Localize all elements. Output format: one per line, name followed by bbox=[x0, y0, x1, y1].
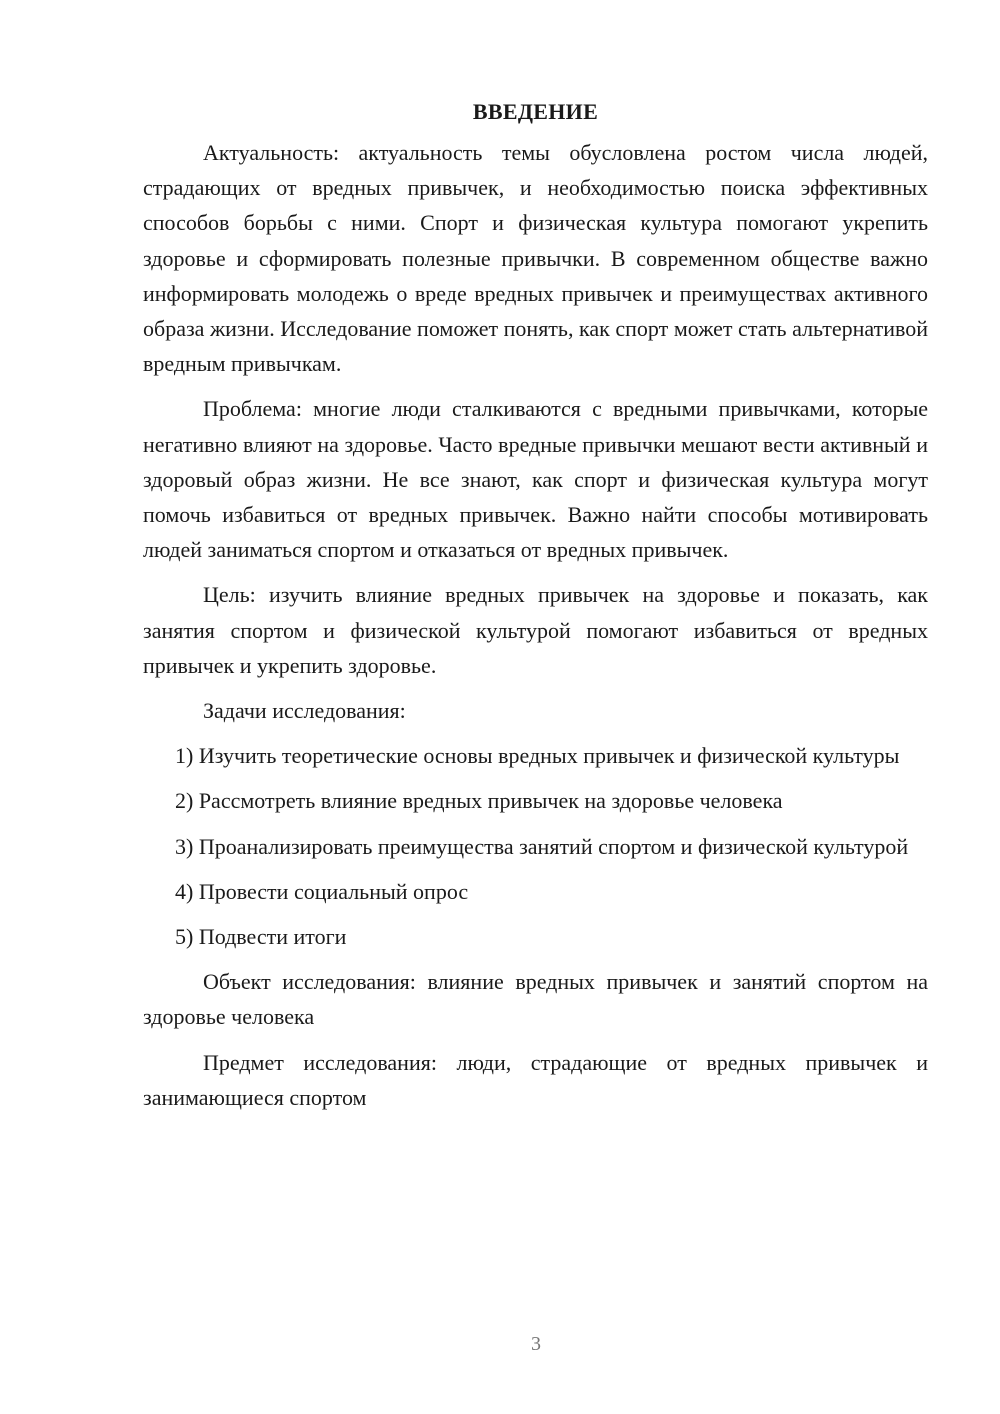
task-item-1: 1) Изучить теоретические основы вредных привычек и физической культуры bbox=[175, 743, 900, 769]
paragraph-subject: Предмет исследования: люди, страдающие от вредных привычек и занимающиеся спортом bbox=[143, 1049, 928, 1110]
paragraph-object: Объект исследования: влияние вредных привычек и занятий спортом на здоровье человека bbox=[143, 969, 928, 1030]
task-item-5: 5) Подвести итоги bbox=[175, 924, 347, 950]
paragraph-relevance: Актуальность: актуальность темы обусловлена ростом числа людей, страдающих от вредных привычек, и необходимостью поиска эффективных способов борьбы с ними. Спорт и физическая культура помогают укрепить здоровье и сформировать полезные привычки. В современном обществе важно информировать молодежь о вреде вредных привычек и преимуществах активного образа жизни. Исследование поможет понять, как спорт может стать альтернативой вредным привычкам. bbox=[143, 140, 928, 377]
page-number: 3 bbox=[531, 1333, 541, 1355]
task-item-2: 2) Рассмотреть влияние вредных привычек на здоровье человека bbox=[175, 788, 783, 814]
task-item-3: 3) Проанализировать преимущества занятий спортом и физической культурой bbox=[175, 833, 909, 859]
tasks-heading: Задачи исследования: bbox=[203, 698, 406, 724]
paragraph-problem: Проблема: многие люди сталкиваются с вредными привычками, которые негативно влияют на здоровье. Часто вредные привычки мешают вести активный и здоровый образ жизни. Не все знают, как спорт и физическая культура могут помочь избавиться от вредных привычек. Важно найти способы мотивировать людей заниматься спортом и отказаться от вредных привычек. bbox=[143, 396, 928, 563]
paragraph-goal: Цель: изучить влияние вредных привычек на здоровье и показать, как занятия спортом и физической культурой помогают избавиться от вредных привычек и укрепить здоровье. bbox=[143, 582, 928, 678]
page-body bbox=[143, 94, 928, 1115]
task-item-4: 4) Провести социальный опрос bbox=[175, 878, 469, 904]
section-heading: ВВЕДЕНИЕ bbox=[472, 99, 599, 124]
